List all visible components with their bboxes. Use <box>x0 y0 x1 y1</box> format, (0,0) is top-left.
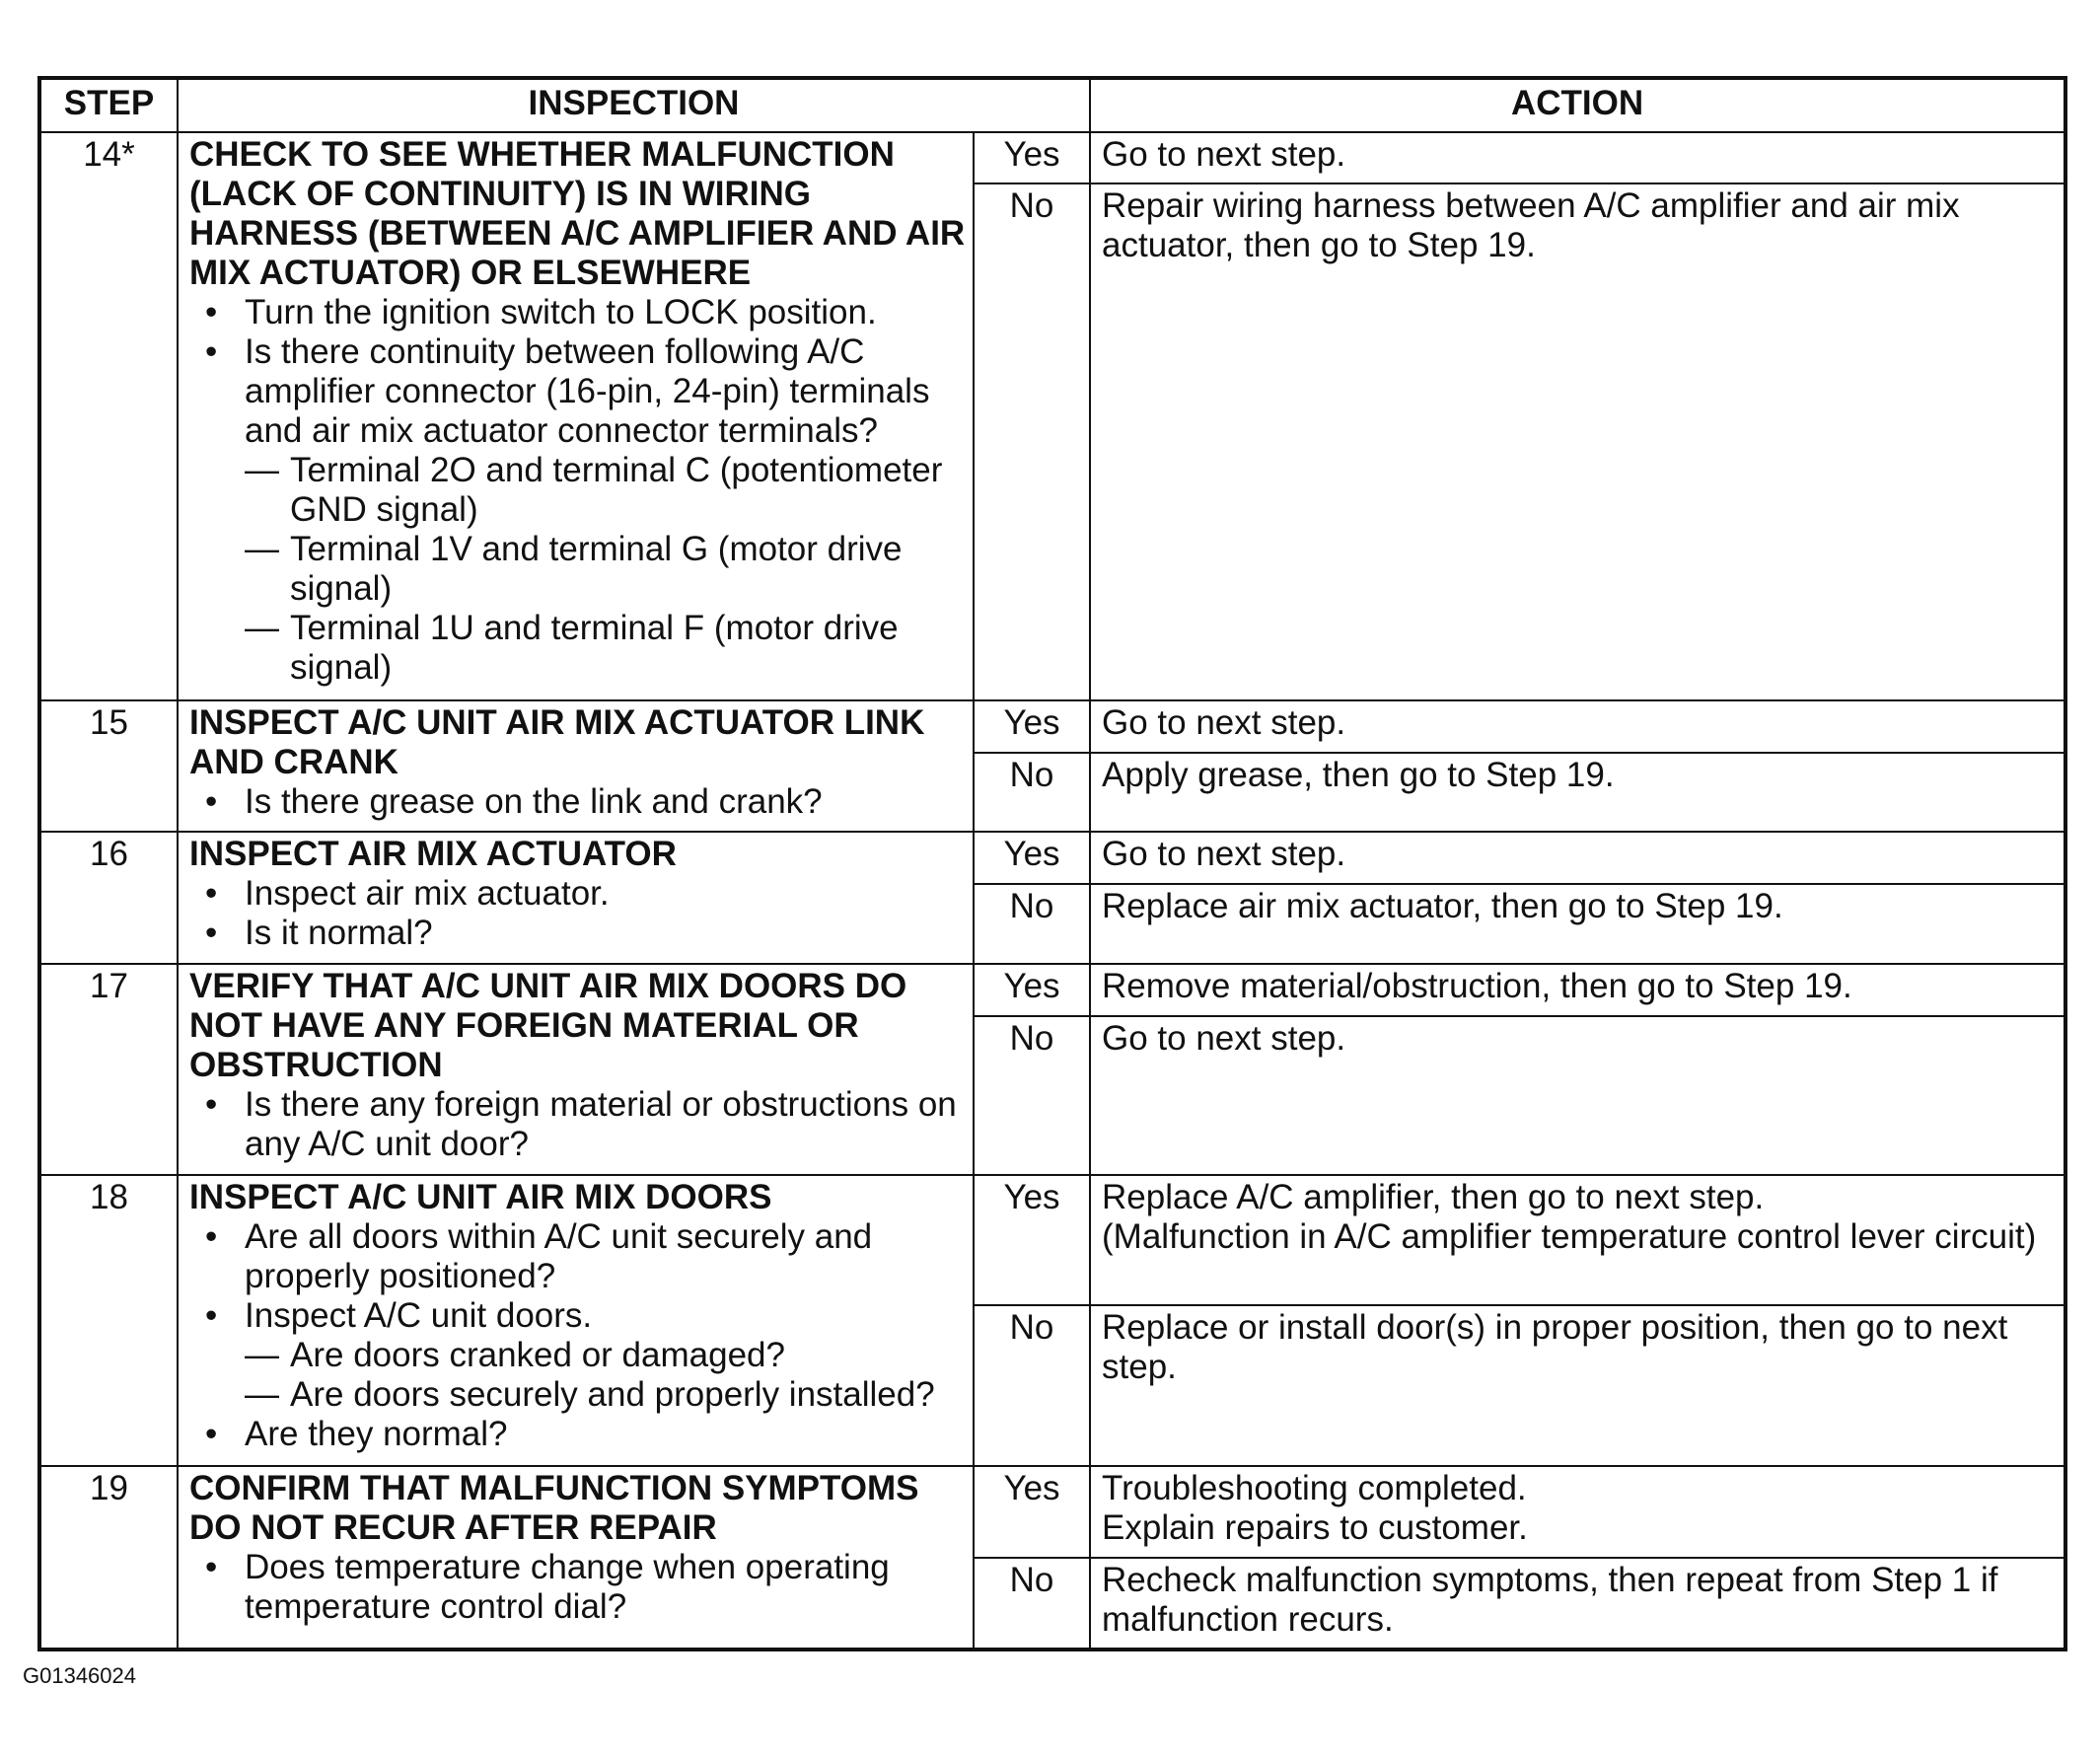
bullet-text: Turn the ignition switch to LOCK position. <box>245 293 877 331</box>
action-text: Replace air mix actuator, then go to Step 19. <box>1102 887 1783 925</box>
no-label: No <box>974 1558 1090 1650</box>
bullet-icon: • <box>205 293 218 331</box>
inspection-title: VERIFY THAT A/C UNIT AIR MIX DOORS DO NOT HAVE ANY FOREIGN MATERIAL OR OBSTRUCTION <box>189 967 907 1084</box>
inspection-bullets <box>189 782 967 822</box>
bullet-icon: • <box>205 914 218 952</box>
no-label: No <box>974 1305 1090 1466</box>
sub-list <box>245 451 967 688</box>
bullet-item <box>189 1548 967 1627</box>
step-number: 15 <box>39 700 178 832</box>
inspection-cell <box>178 132 974 700</box>
sub-list <box>245 1336 967 1415</box>
yes-label: Yes <box>974 132 1090 183</box>
bullet-icon: • <box>205 1217 218 1256</box>
sub-item <box>245 1336 967 1375</box>
no-label: No <box>974 884 1090 964</box>
inspection-bullets <box>189 1217 967 1454</box>
dash-icon: — <box>245 609 279 647</box>
bullet-item <box>189 874 967 914</box>
sub-item-text: Terminal 1U and terminal F (motor drive signal) <box>290 609 899 687</box>
no-label: No <box>974 1016 1090 1175</box>
sub-item-text: Terminal 1V and terminal G (motor drive signal) <box>290 530 903 608</box>
dash-icon: — <box>245 1375 279 1414</box>
yes-action <box>1090 1175 2065 1305</box>
sub-item-text: Are doors cranked or damaged? <box>290 1336 785 1374</box>
step-number: 17 <box>39 964 178 1175</box>
bullet-item <box>189 914 967 953</box>
action-text: Troubleshooting completed. <box>1102 1469 1527 1507</box>
sub-item-text: Are doors securely and properly installed? <box>290 1375 935 1414</box>
table-row <box>39 832 2065 884</box>
no-action <box>1090 1558 2065 1650</box>
sub-item <box>245 530 967 609</box>
yes-action <box>1090 964 2065 1016</box>
table-row <box>39 964 2065 1016</box>
no-action <box>1090 884 2065 964</box>
table-row <box>39 700 2065 753</box>
bullet-text: Inspect A/C unit doors. <box>245 1296 593 1335</box>
inspection-cell <box>178 832 974 964</box>
no-label: No <box>974 753 1090 832</box>
action-text: Go to next step. <box>1102 1019 1346 1058</box>
bullet-text: Inspect air mix actuator. <box>245 874 610 913</box>
table-row <box>39 132 2065 183</box>
bullet-item <box>189 332 967 688</box>
bullet-icon: • <box>205 1415 218 1453</box>
table-body <box>39 132 2065 1650</box>
table-row <box>39 1466 2065 1558</box>
inspection-bullets <box>189 1548 967 1627</box>
step-number: 19 <box>39 1466 178 1650</box>
inspection-cell <box>178 700 974 832</box>
yes-label: Yes <box>974 700 1090 753</box>
bullet-item <box>189 293 967 332</box>
action-text: Recheck malfunction symptoms, then repeat from Step 1 if malfunction recurs. <box>1102 1561 1998 1639</box>
bullet-icon: • <box>205 332 218 371</box>
bullet-item <box>189 1415 967 1454</box>
action-text: Go to next step. <box>1102 703 1346 742</box>
action-text: Replace A/C amplifier, then go to next step. <box>1102 1178 1765 1216</box>
inspection-bullets <box>189 874 967 953</box>
inspection-title: CONFIRM THAT MALFUNCTION SYMPTOMS DO NOT RECUR AFTER REPAIR <box>189 1469 919 1547</box>
bullet-text: Is it normal? <box>245 914 433 952</box>
yes-action <box>1090 1466 2065 1558</box>
no-action <box>1090 753 2065 832</box>
bullet-item <box>189 1217 967 1296</box>
diagnostic-table <box>37 76 2067 1651</box>
header-action: ACTION <box>1090 78 2065 132</box>
inspection-title: INSPECT A/C UNIT AIR MIX DOORS <box>189 1178 772 1216</box>
action-text: Go to next step. <box>1102 835 1346 873</box>
inspection-title: CHECK TO SEE WHETHER MALFUNCTION (LACK OF CONTINUITY) IS IN WIRING HARNESS (BETWEEN A/C AMPLIFIER AND AIR MIX ACTUATOR) OR ELSEWHERE <box>189 135 966 292</box>
yes-label: Yes <box>974 1175 1090 1305</box>
bullet-text: Is there grease on the link and crank? <box>245 782 823 821</box>
action-text: (Malfunction in A/C amplifier temperature control lever circuit) <box>1102 1217 2037 1256</box>
action-text: Explain repairs to customer. <box>1102 1508 1528 1547</box>
table-header-row <box>39 78 2065 132</box>
bullet-text: Is there any foreign material or obstructions on any A/C unit door? <box>245 1085 957 1163</box>
dash-icon: — <box>245 1336 279 1374</box>
no-action <box>1090 183 2065 700</box>
yes-action <box>1090 700 2065 753</box>
step-number: 16 <box>39 832 178 964</box>
step-number: 18 <box>39 1175 178 1466</box>
bullet-text: Are all doors within A/C unit securely and properly positioned? <box>245 1217 873 1295</box>
bullet-icon: • <box>205 782 218 821</box>
sub-item-text: Terminal 2O and terminal C (potentiometer GND signal) <box>290 451 943 529</box>
action-text: Remove material/obstruction, then go to Step 19. <box>1102 967 1852 1005</box>
inspection-bullets <box>189 293 967 688</box>
yes-action <box>1090 832 2065 884</box>
sub-item <box>245 451 967 530</box>
yes-label: Yes <box>974 1466 1090 1558</box>
dash-icon: — <box>245 451 279 489</box>
header-inspection: INSPECTION <box>178 78 1090 132</box>
no-label: No <box>974 183 1090 700</box>
action-text: Repair wiring harness between A/C amplifier and air mix actuator, then go to Step 19. <box>1102 186 1960 264</box>
bullet-icon: • <box>205 1296 218 1335</box>
bullet-item <box>189 1085 967 1164</box>
no-action <box>1090 1305 2065 1466</box>
yes-action <box>1090 132 2065 183</box>
bullet-item <box>189 1296 967 1415</box>
table-row <box>39 1175 2065 1305</box>
header-step: STEP <box>39 78 178 132</box>
yes-label: Yes <box>974 832 1090 884</box>
bullet-icon: • <box>205 1548 218 1586</box>
no-action <box>1090 1016 2065 1175</box>
dash-icon: — <box>245 530 279 568</box>
bullet-text: Is there continuity between following A/C amplifier connector (16-pin, 24-pin) terminals and air mix actuator connector terminals? <box>245 332 930 450</box>
bullet-icon: • <box>205 1085 218 1124</box>
yes-label: Yes <box>974 964 1090 1016</box>
inspection-title: INSPECT A/C UNIT AIR MIX ACTUATOR LINK AND CRANK <box>189 703 925 781</box>
sub-item <box>245 609 967 688</box>
step-number: 14* <box>39 132 178 700</box>
bullet-item <box>189 782 967 822</box>
inspection-title: INSPECT AIR MIX ACTUATOR <box>189 835 677 873</box>
inspection-cell <box>178 964 974 1175</box>
bullet-text: Does temperature change when operating temperature control dial? <box>245 1548 890 1626</box>
action-text: Apply grease, then go to Step 19. <box>1102 756 1615 794</box>
bullet-icon: • <box>205 874 218 913</box>
bullet-text: Are they normal? <box>245 1415 508 1453</box>
inspection-cell <box>178 1175 974 1466</box>
action-text: Replace or install door(s) in proper position, then go to next step. <box>1102 1308 2008 1386</box>
action-text: Go to next step. <box>1102 135 1346 174</box>
sub-item <box>245 1375 967 1415</box>
figure-code: G01346024 <box>23 1663 136 1688</box>
inspection-bullets <box>189 1085 967 1164</box>
inspection-cell <box>178 1466 974 1650</box>
